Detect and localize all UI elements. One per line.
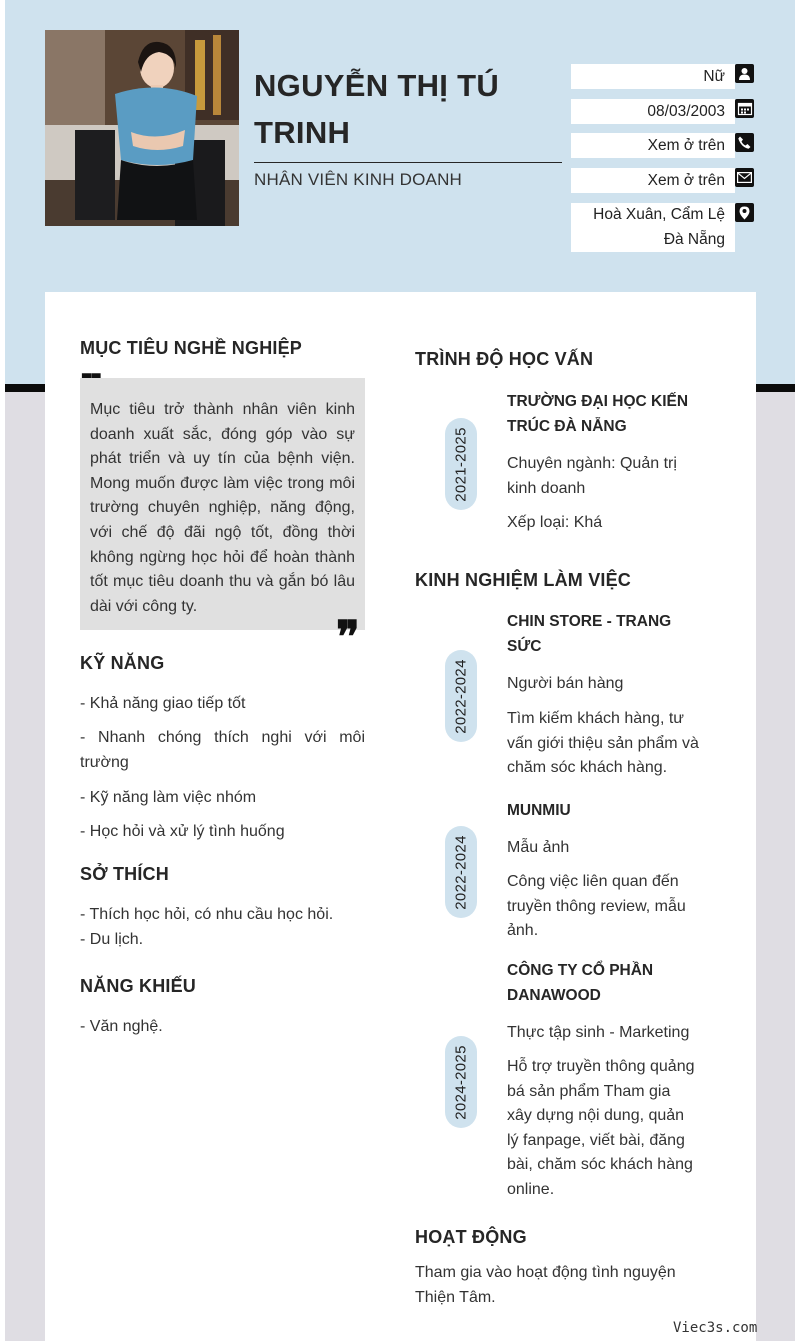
skill-item: - Khả năng giao tiếp tốt [80,695,246,712]
contact-email: Xem ở trên [571,168,735,193]
experience-description: Công việc liên quan đến truyền thông review, mẫu ảnh. [507,873,686,940]
experience-years: 2022-2024 [445,826,477,918]
education-heading: TRÌNH ĐỘ HỌC VẤN [415,349,594,369]
envelope-icon [735,168,754,187]
experience-role: Mẫu ảnh [507,839,570,856]
location-pin-icon [735,203,754,222]
contact-gender: Nữ [571,64,735,89]
skill-item: - Học hỏi và xử lý tình huống [80,823,285,840]
talents-heading: NĂNG KHIẾU [80,976,197,996]
experience-company: CHIN STORE - TRANG SỨC [507,613,672,655]
education-school: TRƯỜNG ĐẠI HỌC KIẾN TRÚC ĐÀ NẴNG [507,393,689,435]
calendar-icon [735,99,754,118]
education-major: Chuyên ngành: Quản trị kinh doanh [507,455,677,497]
candidate-name: NGUYỄN THỊ TÚ TRINH [254,68,500,150]
watermark: Viec3s.com [673,1320,758,1336]
close-quote-icon: ❞ [336,612,360,663]
person-icon [735,64,754,83]
job-title: NHÂN VIÊN KINH DOANH [254,170,463,189]
phone-icon [735,133,754,152]
education-years: 2021-2025 [445,418,477,510]
experience-heading: KINH NGHIỆM LÀM VIỆC [415,570,632,590]
objective-box [80,378,365,630]
experience-company: MUNMIU [507,802,571,819]
name-underline [254,162,562,163]
activities-text: Tham gia vào hoạt động tình nguyện Thiện Tâm. [415,1264,676,1306]
contact-phone: Xem ở trên [571,133,735,158]
skill-item: - Nhanh chóng thích nghi với môi trường [80,729,365,771]
experience-years: 2022-2024 [445,650,477,742]
hobby-item: - Du lịch. [80,931,144,948]
hobbies-heading: SỞ THÍCH [80,864,169,884]
experience-role: Người bán hàng [507,675,624,692]
contact-address: Hoà Xuân, Cẩm Lệ Đà Nẵng [571,203,735,252]
activities-heading: HOẠT ĐỘNG [415,1227,527,1247]
talent-item: - Văn nghệ. [80,1018,163,1035]
objective-heading: MỤC TIÊU NGHỀ NGHIỆP [80,338,303,358]
experience-company: CÔNG TY CỔ PHẦN DANAWOOD [507,962,654,1004]
skill-item: - Kỹ năng làm việc nhóm [80,789,257,806]
profile-photo [45,30,239,226]
profile-photo-illustration [45,30,239,226]
experience-role: Thực tập sinh - Marketing [507,1024,690,1041]
experience-description: Tìm kiếm khách hàng, tư vấn giới thiệu sản phẩm và chăm sóc khách hàng. [507,710,699,777]
contact-birthdate: 08/03/2003 [571,99,735,124]
experience-years: 2024-2025 [445,1036,477,1128]
objective-text: Mục tiêu trở thành nhân viên kinh doanh xuất sắc, đóng góp vào sự phát triển và uy tín của bệnh viện. Mong muốn được làm việc trong môi trường chuyên nghiệp, năng động, với chế độ đãi ngộ tốt, đồng thời không ngừng học hỏi để hoàn thành tốt mục tiêu doanh thu và gắn bó lâu dài với công ty. [90,401,355,615]
experience-description: Hỗ trợ truyền thông quảng bá sản phẩm Tham gia xây dựng nội dung, quản lý fanpage, viết bài, đăng bài, chăm sóc khách hàng online. [507,1058,695,1198]
hobby-item: - Thích học hỏi, có nhu cầu học hỏi. [80,906,334,923]
skills-heading: KỸ NĂNG [80,653,165,673]
education-grade: Xếp loại: Khá [507,514,603,531]
